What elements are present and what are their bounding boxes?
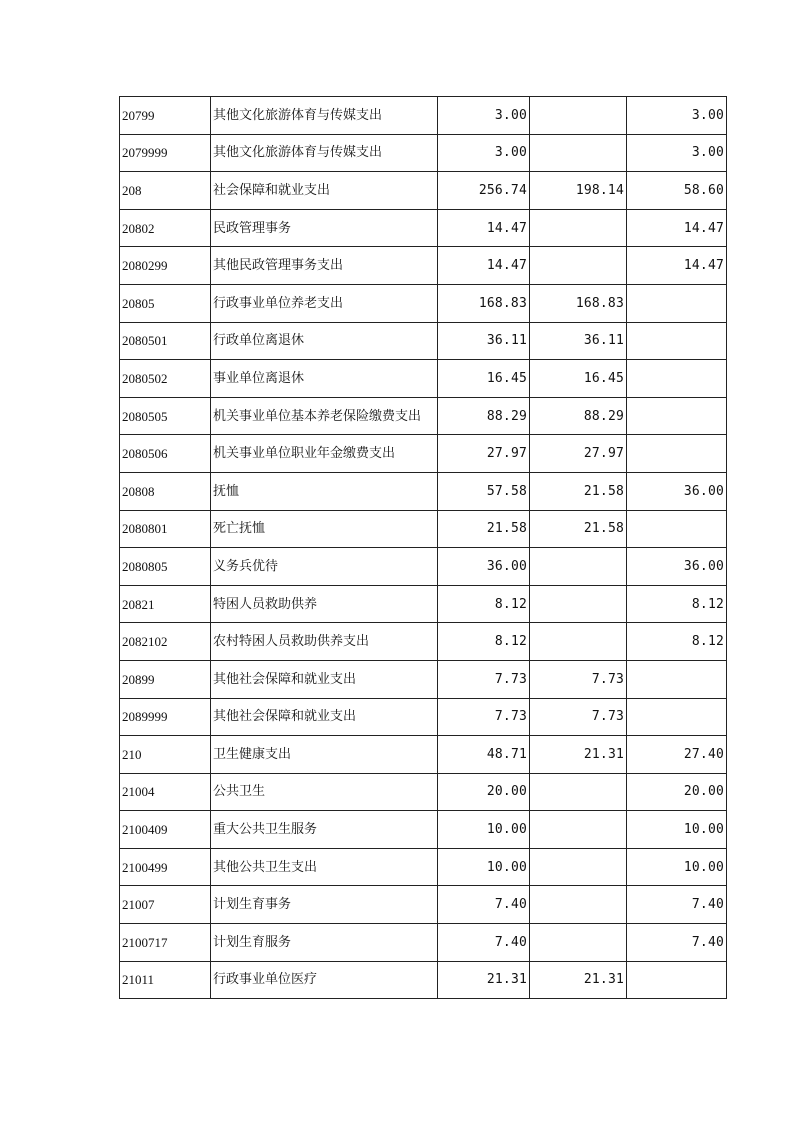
- project-expenditure-cell: 7.40: [627, 924, 727, 962]
- basic-expenditure-cell: 168.83: [530, 284, 627, 322]
- total-amount-cell: 48.71: [438, 736, 530, 774]
- subject-name-cell: 公共卫生: [211, 773, 438, 811]
- project-expenditure-cell: [627, 284, 727, 322]
- subject-code-cell: 208: [120, 172, 211, 210]
- table-row: [120, 435, 727, 473]
- table-row: [120, 472, 727, 510]
- total-amount-cell: 8.12: [438, 585, 530, 623]
- project-expenditure-cell: [627, 510, 727, 548]
- basic-expenditure-cell: 36.11: [530, 322, 627, 360]
- table-row: [120, 510, 727, 548]
- subject-code-cell: 2100499: [120, 848, 211, 886]
- basic-expenditure-cell: 21.58: [530, 510, 627, 548]
- subject-name-cell: 机关事业单位基本养老保险缴费支出: [211, 397, 438, 435]
- subject-code-cell: 2089999: [120, 698, 211, 736]
- total-amount-cell: 20.00: [438, 773, 530, 811]
- subject-code-cell: 210: [120, 736, 211, 774]
- total-amount-cell: 14.47: [438, 247, 530, 285]
- basic-expenditure-cell: [530, 134, 627, 172]
- basic-expenditure-cell: [530, 209, 627, 247]
- table-row: [120, 736, 727, 774]
- project-expenditure-cell: 3.00: [627, 97, 727, 135]
- subject-code-cell: 2080805: [120, 548, 211, 586]
- subject-code-cell: 2080505: [120, 397, 211, 435]
- basic-expenditure-cell: [530, 585, 627, 623]
- project-expenditure-cell: [627, 698, 727, 736]
- subject-name-cell: 机关事业单位职业年金缴费支出: [211, 435, 438, 473]
- total-amount-cell: 8.12: [438, 623, 530, 661]
- project-expenditure-cell: [627, 360, 727, 398]
- subject-code-cell: 2079999: [120, 134, 211, 172]
- project-expenditure-cell: [627, 961, 727, 999]
- total-amount-cell: 88.29: [438, 397, 530, 435]
- table-row: [120, 848, 727, 886]
- subject-code-cell: 2080801: [120, 510, 211, 548]
- total-amount-cell: 16.45: [438, 360, 530, 398]
- subject-name-cell: 事业单位离退休: [211, 360, 438, 398]
- total-amount-cell: 7.40: [438, 924, 530, 962]
- subject-name-cell: 其他民政管理事务支出: [211, 247, 438, 285]
- subject-code-cell: 2080299: [120, 247, 211, 285]
- total-amount-cell: 36.00: [438, 548, 530, 586]
- basic-expenditure-cell: 27.97: [530, 435, 627, 473]
- subject-code-cell: 20899: [120, 660, 211, 698]
- project-expenditure-cell: 58.60: [627, 172, 727, 210]
- project-expenditure-cell: 20.00: [627, 773, 727, 811]
- basic-expenditure-cell: 7.73: [530, 660, 627, 698]
- subject-name-cell: 义务兵优待: [211, 548, 438, 586]
- project-expenditure-cell: 14.47: [627, 247, 727, 285]
- table-row: [120, 209, 727, 247]
- subject-name-cell: 其他社会保障和就业支出: [211, 698, 438, 736]
- table-row: [120, 698, 727, 736]
- subject-code-cell: 2082102: [120, 623, 211, 661]
- subject-code-cell: 21011: [120, 961, 211, 999]
- table-row: [120, 585, 727, 623]
- total-amount-cell: 7.73: [438, 698, 530, 736]
- total-amount-cell: 3.00: [438, 134, 530, 172]
- subject-name-cell: 其他文化旅游体育与传媒支出: [211, 97, 438, 135]
- subject-name-cell: 民政管理事务: [211, 209, 438, 247]
- project-expenditure-cell: 7.40: [627, 886, 727, 924]
- subject-name-cell: 死亡抚恤: [211, 510, 438, 548]
- project-expenditure-cell: 14.47: [627, 209, 727, 247]
- project-expenditure-cell: 10.00: [627, 848, 727, 886]
- project-expenditure-cell: [627, 660, 727, 698]
- project-expenditure-cell: 36.00: [627, 548, 727, 586]
- total-amount-cell: 21.58: [438, 510, 530, 548]
- table-row: [120, 397, 727, 435]
- table-row: [120, 247, 727, 285]
- basic-expenditure-cell: [530, 886, 627, 924]
- total-amount-cell: 10.00: [438, 848, 530, 886]
- subject-name-cell: 行政事业单位医疗: [211, 961, 438, 999]
- table-row: [120, 660, 727, 698]
- basic-expenditure-cell: [530, 924, 627, 962]
- basic-expenditure-cell: [530, 773, 627, 811]
- table-row: [120, 886, 727, 924]
- subject-code-cell: 2100717: [120, 924, 211, 962]
- total-amount-cell: 10.00: [438, 811, 530, 849]
- basic-expenditure-cell: 88.29: [530, 397, 627, 435]
- subject-code-cell: 2080502: [120, 360, 211, 398]
- project-expenditure-cell: 10.00: [627, 811, 727, 849]
- subject-name-cell: 行政事业单位养老支出: [211, 284, 438, 322]
- basic-expenditure-cell: [530, 97, 627, 135]
- project-expenditure-cell: 8.12: [627, 623, 727, 661]
- subject-name-cell: 计划生育事务: [211, 886, 438, 924]
- subject-name-cell: 重大公共卫生服务: [211, 811, 438, 849]
- total-amount-cell: 36.11: [438, 322, 530, 360]
- basic-expenditure-cell: [530, 848, 627, 886]
- basic-expenditure-cell: [530, 811, 627, 849]
- subject-code-cell: 20802: [120, 209, 211, 247]
- subject-code-cell: 20799: [120, 97, 211, 135]
- basic-expenditure-cell: 21.58: [530, 472, 627, 510]
- subject-code-cell: 2100409: [120, 811, 211, 849]
- total-amount-cell: 14.47: [438, 209, 530, 247]
- total-amount-cell: 27.97: [438, 435, 530, 473]
- basic-expenditure-cell: 7.73: [530, 698, 627, 736]
- subject-name-cell: 抚恤: [211, 472, 438, 510]
- subject-code-cell: 21004: [120, 773, 211, 811]
- project-expenditure-cell: [627, 435, 727, 473]
- table-row: [120, 924, 727, 962]
- table-row: [120, 97, 727, 135]
- table-row: [120, 773, 727, 811]
- basic-expenditure-cell: [530, 623, 627, 661]
- budget-table-body: [120, 97, 727, 999]
- subject-name-cell: 特困人员救助供养: [211, 585, 438, 623]
- project-expenditure-cell: 3.00: [627, 134, 727, 172]
- subject-name-cell: 其他公共卫生支出: [211, 848, 438, 886]
- basic-expenditure-cell: [530, 247, 627, 285]
- table-row: [120, 322, 727, 360]
- total-amount-cell: 3.00: [438, 97, 530, 135]
- total-amount-cell: 168.83: [438, 284, 530, 322]
- project-expenditure-cell: 27.40: [627, 736, 727, 774]
- project-expenditure-cell: 36.00: [627, 472, 727, 510]
- subject-name-cell: 其他文化旅游体育与传媒支出: [211, 134, 438, 172]
- table-row: [120, 623, 727, 661]
- basic-expenditure-cell: 21.31: [530, 961, 627, 999]
- total-amount-cell: 21.31: [438, 961, 530, 999]
- table-row: [120, 961, 727, 999]
- basic-expenditure-cell: 198.14: [530, 172, 627, 210]
- total-amount-cell: 256.74: [438, 172, 530, 210]
- subject-name-cell: 卫生健康支出: [211, 736, 438, 774]
- basic-expenditure-cell: 21.31: [530, 736, 627, 774]
- table-row: [120, 284, 727, 322]
- subject-code-cell: 20821: [120, 585, 211, 623]
- project-expenditure-cell: 8.12: [627, 585, 727, 623]
- project-expenditure-cell: [627, 397, 727, 435]
- subject-code-cell: 2080506: [120, 435, 211, 473]
- subject-name-cell: 计划生育服务: [211, 924, 438, 962]
- total-amount-cell: 7.73: [438, 660, 530, 698]
- subject-code-cell: 21007: [120, 886, 211, 924]
- table-row: [120, 134, 727, 172]
- total-amount-cell: 57.58: [438, 472, 530, 510]
- budget-table: [119, 96, 727, 999]
- subject-name-cell: 农村特困人员救助供养支出: [211, 623, 438, 661]
- basic-expenditure-cell: [530, 548, 627, 586]
- project-expenditure-cell: [627, 322, 727, 360]
- subject-code-cell: 20805: [120, 284, 211, 322]
- subject-name-cell: 行政单位离退休: [211, 322, 438, 360]
- basic-expenditure-cell: 16.45: [530, 360, 627, 398]
- subject-code-cell: 2080501: [120, 322, 211, 360]
- total-amount-cell: 7.40: [438, 886, 530, 924]
- subject-code-cell: 20808: [120, 472, 211, 510]
- subject-name-cell: 社会保障和就业支出: [211, 172, 438, 210]
- subject-name-cell: 其他社会保障和就业支出: [211, 660, 438, 698]
- table-row: [120, 360, 727, 398]
- table-row: [120, 172, 727, 210]
- table-row: [120, 811, 727, 849]
- table-row: [120, 548, 727, 586]
